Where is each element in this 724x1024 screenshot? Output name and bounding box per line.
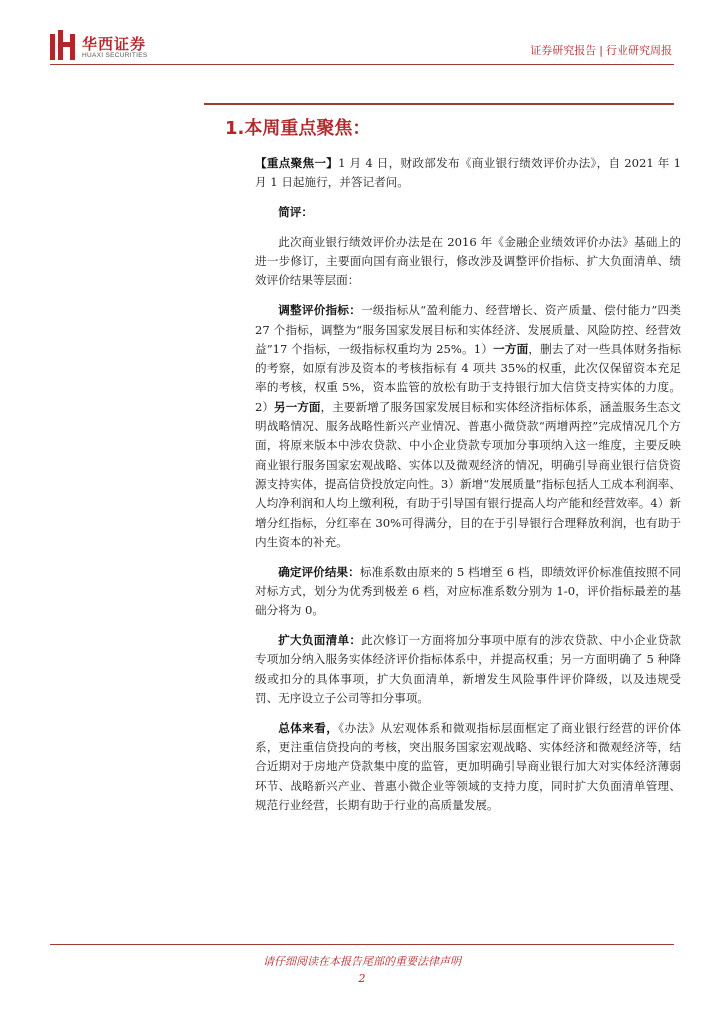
paragraph-lead: 简评： <box>278 205 313 220</box>
paragraph-intro <box>255 233 681 291</box>
paragraph-overall <box>255 719 681 815</box>
page-number: 2 <box>358 972 366 985</box>
paragraph-text: 1 月 4 日，财政部发布《商业银行绩效评价办法》，自 2021 年 1 月 1 日起施行，并答记者问。 <box>255 156 681 190</box>
section-divider <box>204 103 674 105</box>
paragraph-emphasis: 一方面 <box>493 341 529 356</box>
paragraph-text: 标准系数由原来的 5 档增至 6 档，即绩效评价标准值按照不同对标方式，划分为优秀到极差 6 档，对应标准系数分别为 1-0，评价指标最差的基础分将为 0。 <box>255 564 681 618</box>
paragraph-lead: 【重点聚焦一】 <box>255 156 339 170</box>
paragraph-lead: 确定评价结果： <box>278 564 360 579</box>
paragraph-text: ，删去了对一些具体财务指标的考察，如原有涉及资本的考核指标有 4 项共 35%的权重，此次仅保留资本充足率的考核，权重 5%，资本监管的放松有助于支持银行加大信贷支持实体的力度。2） <box>255 341 681 414</box>
section-title: 1.本周重点聚焦： <box>225 118 371 139</box>
report-subcategory: 行业研究周报 <box>606 44 672 57</box>
paragraph-text: ，主要新增了服务国家发展目标和实体经济指标体系，涵盖服务生态文明战略情况、服务战略性新兴产业情况、普惠小微贷款“两增两控”完成情况几个方面，将原来版本中涉农贷款、中小企业贷款专项加分事项纳入这一维度，主要反映商业银行服务国家宏观战略、实体以及微观经济的情况，明确引导商业银行信贷资源支持实体，提高信贷投放定向性。3）新增“发展质量”指标包括人工成本利润率、人均净利润和人均上缴利税，有助于引导国有银行提高人均产能和经营效率。4）新增分红指标，分红率在 30%可得满分，目的在于引导银行合理释放利润，也有助于内生资本的补充。 <box>255 399 681 549</box>
report-body <box>255 154 681 826</box>
paragraph-lead: 总体来看， <box>278 720 339 735</box>
paragraph-text: 此次修订一方面将加分事项中原有的涉农贷款、中小企业贷款专项加分纳入服务实体经济评价指标体系中，并提高权重；另一方面明确了 5 种降级或扣分的具体事项，扩大负面清单，新增发生风险事件评价降级，以及违规受罚、无序设立子公司等扣分事项。 <box>255 633 681 705</box>
report-type-separator: | <box>599 44 603 57</box>
paragraph-text: 《办法》从宏观体系和微观指标层面框定了商业银行经营的评价体系，更注重信贷投向的考核，突出服务国家宏观战略、实体经济和微观经济等，结合近期对于房地产贷款集中度的监管，更加明确引导商业银行加大对实体经济薄弱环节、战略新兴产业、普惠小微企业等领域的支持力度，同时扩大负面清单管理、规范行业经营，长期有助于行业的高质量发展。 <box>255 720 681 812</box>
paragraph-evaluation-result <box>255 563 681 621</box>
paragraph-lead: 扩大负面清单： <box>278 633 362 648</box>
report-type <box>530 42 672 58</box>
paragraph-focus-one <box>255 154 681 193</box>
footer-divider <box>50 944 674 945</box>
company-name-cn: 华西证券 <box>82 35 147 53</box>
legal-notice: 请仔细阅读在本报告尾部的重要法律声明 <box>263 955 461 968</box>
paragraph-negative-list <box>255 631 681 708</box>
paragraph-adjust-indicators <box>255 301 681 552</box>
paragraph-text: 此次商业银行绩效评价办法是在 2016 年《金融企业绩效评价办法》基础上的进一步修订，主要面向国有商业银行，修改涉及调整评价指标、扩大负面清单、绩效评价结果等层面： <box>255 234 681 288</box>
huaxi-logo-icon <box>50 30 76 60</box>
paragraph-brief-comment <box>255 203 681 222</box>
company-name-en: HUAXI SECURITIES <box>82 52 148 59</box>
header-divider <box>50 64 674 65</box>
paragraph-text: 一级指标从“盈利能力、经营增长、资产质量、偿付能力”四类 27 个指标，调整为“服务国家发展目标和实体经济、发展质量、风险防控、经营效益”17 个指标，一级指标权重均为 25%。1） <box>255 303 681 356</box>
report-category: 证券研究报告 <box>530 44 597 57</box>
paragraph-lead: 调整评价指标： <box>278 303 362 318</box>
page-header <box>0 0 724 70</box>
paragraph-emphasis: 另一方面 <box>274 399 321 414</box>
